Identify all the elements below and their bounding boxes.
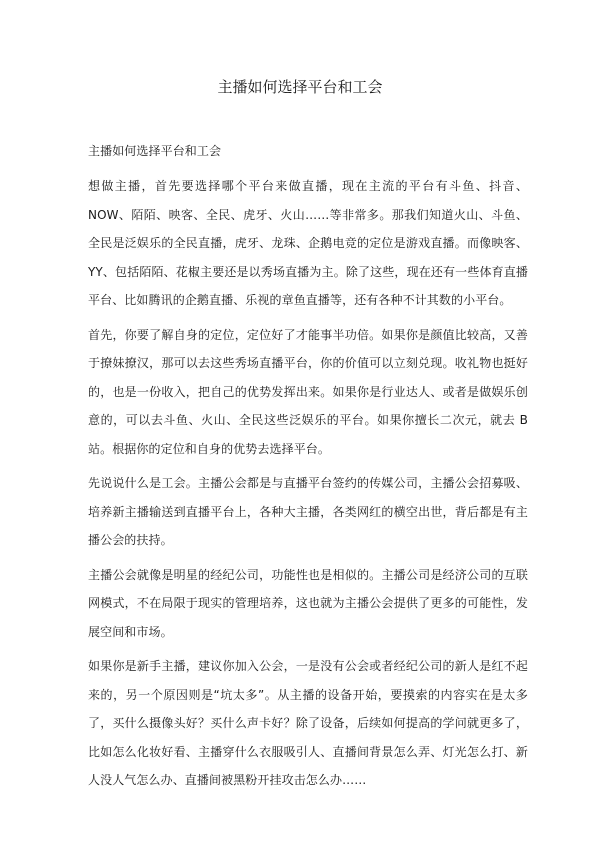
paragraph-platforms: 想做主播，首先要选择哪个平台来做直播，现在主流的平台有斗鱼、抖音、NOW、陌陌、映客、全民、虎牙、火山……等非常多。那我们知道火山、斗鱼、全民是泛娱乐的全民直播，虎牙、龙珠、企鹅电竞的定位是游戏直播。而像映客、YY、包括陌陌、花椒主要还是以秀场直播为主。除了这些，现在还有一些体育直播平台、比如腾讯的企鹅直播、乐视的章鱼直播等，还有各种不计其数的小平台。 [88, 179, 528, 307]
paragraph-newbie-advice: 如果你是新手主播，建议你加入公会，一是没有公会或者经纪公司的新人是红不起来的，另一个原因则是“坑太多”。从主播的设备开始，要摸索的内容实在是太多了，买什么摄像头好？买什么声卡好？除了设备，后续如何提高的学问就更多了，比如怎么化妆好看、主播穿什么衣服吸引人、直播间背景怎么弄、灯光怎么打、新人没人气怎么办、直播间被黑粉开挂攻击怎么办…… [88, 659, 528, 787]
paragraph-positioning: 首先，你要了解自身的定位，定位好了才能事半功倍。如果你是颜值比较高，又善于撩妹撩汉，那可以去这些秀场直播平台，你的价值可以立刻兑现。收礼物也挺好的，也是一份收入，把自己的优势发挥出来。如果你是行业达人、或者是做娱乐创意的，可以去斗鱼、火山、全民这些泛娱乐的平台。如果你擅长二次元，就去 B 站。根据你的定位和自身的优势去选择平台。 [88, 327, 528, 456]
paragraph-union-definition: 先说说什么是工会。主播公会都是与直播平台签约的传媒公司，主播公会招募吸、培养新主播输送到直播平台上，各种大主播，各类网红的横空出世，背后都是有主播公会的扶持。 [88, 476, 528, 547]
section-heading: 主播如何选择平台和工会 [88, 144, 222, 158]
document-title: 主播如何选择平台和工会 [217, 78, 383, 96]
paragraph-union-agency: 主播公会就像是明星的经纪公司，功能性也是相似的。主播公司是经济公司的互联网模式，不在局限于现实的管理培养，这也就为主播公会提供了更多的可能性，发展空间和市场。 [88, 567, 528, 639]
document-body [88, 142, 528, 801]
